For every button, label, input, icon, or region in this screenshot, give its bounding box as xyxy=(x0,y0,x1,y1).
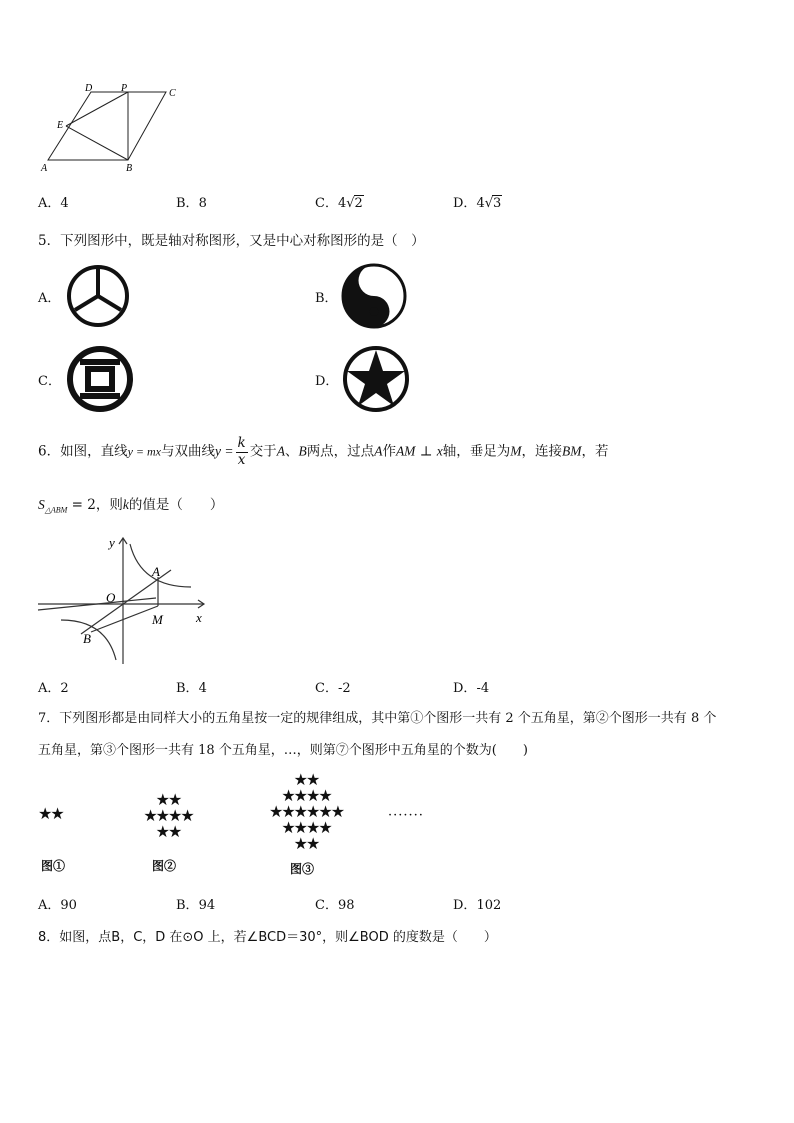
q7-figure-3-label: 图③ xyxy=(290,862,315,876)
q4-option-d-prefix: 4 xyxy=(476,196,485,211)
star-icon: ★ xyxy=(318,786,331,805)
q4-option-c[interactable]: C．4√2 xyxy=(315,196,363,211)
q4-label-D: D xyxy=(85,83,93,94)
q6-stem-A: A xyxy=(276,443,285,459)
q6-label-A: A xyxy=(152,564,160,579)
q5-label-c: C． xyxy=(38,374,61,389)
star-icon: ★ xyxy=(306,770,319,789)
star-icon: ★ xyxy=(180,806,193,825)
star-icon: ★ xyxy=(50,804,63,823)
star-icon: ★ xyxy=(281,818,294,837)
star-icon: ★ xyxy=(293,834,306,853)
q6-hyperbola-y: y = xyxy=(215,443,234,459)
q6-stem-mid2: 交于 xyxy=(249,443,277,460)
q5-label-d: D． xyxy=(315,374,339,389)
q6-stem-line2a: ，则 xyxy=(95,497,123,513)
q6-stem-sep: 、 xyxy=(284,443,299,460)
q7-option-b-text: 94 xyxy=(198,898,216,913)
q6-option-c[interactable] xyxy=(315,677,351,696)
q4-option-c-prefix: 4 xyxy=(337,196,347,211)
q6-option-b-letter: B． xyxy=(176,681,199,696)
q6-label-x: x xyxy=(196,610,202,625)
star-icon: ★ xyxy=(318,818,331,837)
star-icon: ★ xyxy=(281,786,294,805)
q7-figure-2 xyxy=(136,792,200,840)
q8-stem: 8．如图，点B，C，D 在⊙O 上，若∠BCD＝30°，则∠BOD 的度数是（ ） xyxy=(38,930,497,945)
star-icon: ★ xyxy=(293,786,306,805)
q6-option-d-letter: D． xyxy=(453,681,477,696)
q7-option-d-letter: D． xyxy=(453,898,477,913)
q6-hyperbola-fraction xyxy=(236,437,248,467)
q6-area-subscript: △ABM xyxy=(44,505,68,515)
q6-stem-prefix: 6．如图，直线 xyxy=(38,443,128,460)
star-icon: ★ xyxy=(168,806,181,825)
q6-stem-line2 xyxy=(38,493,223,515)
q6-label-y: y xyxy=(109,535,115,550)
star-icon: ★ xyxy=(38,804,51,823)
q6-option-c-letter: C． xyxy=(315,681,338,696)
star-icon: ★ xyxy=(293,770,306,789)
q7-option-c-letter: C． xyxy=(315,898,338,913)
star-icon: ★ xyxy=(168,822,181,841)
q6-label-M: M xyxy=(152,612,163,627)
star-icon: ★ xyxy=(155,806,168,825)
q4-label-B: B xyxy=(126,163,133,174)
star-icon: ★ xyxy=(306,802,319,821)
q7-stem-line2: 五角星，第③个图形一共有 18 个五角星，…，则第⑦个图形中五角星的个数为( ) xyxy=(38,743,528,758)
q6-label-O: O xyxy=(106,590,116,605)
q7-option-d[interactable] xyxy=(453,894,501,913)
star-icon: ★ xyxy=(318,802,331,821)
q6-stem-x: x xyxy=(436,443,443,459)
q6-graph-figure xyxy=(36,532,216,667)
q4-label-E: E xyxy=(57,120,64,131)
q4-option-a-letter: A． xyxy=(38,196,61,211)
q7-figure-2-label: 图② xyxy=(152,859,177,873)
q5-stem: 5．下列图形中，既是轴对称图形，又是中心对称图形的是（ ） xyxy=(38,233,425,249)
q6-stem-line2b: 的值是（ ） xyxy=(128,497,224,513)
q4-option-b-text: 8 xyxy=(198,196,207,211)
q6-option-b-text: 4 xyxy=(198,681,207,696)
q4-option-d[interactable]: D．4√3 xyxy=(453,196,502,211)
star-icon: ★ xyxy=(155,790,168,809)
q7-figure-1 xyxy=(38,806,63,822)
q6-label-B: B xyxy=(83,631,91,646)
q4-option-b-letter: B． xyxy=(176,196,199,211)
q4-parallelogram-figure xyxy=(36,80,186,175)
q4-label-P: P xyxy=(121,83,128,94)
q6-option-a[interactable] xyxy=(38,677,69,696)
star-icon: ★ xyxy=(281,802,294,821)
q7-figure-3 xyxy=(258,772,354,852)
q7-figure-2-row3 xyxy=(136,824,200,840)
q6-stem-AM: AM xyxy=(395,443,416,459)
q6-option-a-text: 2 xyxy=(60,681,69,696)
q4-label-C: C xyxy=(169,88,176,99)
q5-label-a: A． xyxy=(38,291,61,306)
q7-option-c[interactable] xyxy=(315,894,355,913)
q6-stem-mid5: 轴，垂足为 xyxy=(442,443,511,460)
q6-stem-mid6: ，连接 xyxy=(521,443,562,460)
star-icon: ★ xyxy=(155,822,168,841)
q7-figure-1-label: 图① xyxy=(41,859,66,873)
q4-option-d-radicand: 3 xyxy=(493,196,502,211)
q6-area-S: S xyxy=(38,497,45,512)
q6-option-d-text: -4 xyxy=(476,681,490,696)
q7-option-b[interactable] xyxy=(176,894,215,913)
q6-stem-k: k xyxy=(122,497,129,512)
q6-stem-A2: A xyxy=(374,443,383,459)
star-icon: ★ xyxy=(143,806,156,825)
q6-option-a-letter: A． xyxy=(38,681,61,696)
q4-option-c-radicand: 2 xyxy=(354,196,363,211)
q6-stem-mid7: ，若 xyxy=(581,443,609,460)
q6-hyperbola-denominator: x xyxy=(237,451,246,468)
q7-stem-line1: 7．下列图形都是由同样大小的五角星按一定的规律组成，其中第①个图形一共有 2 个五角星，第②个图形一共有 8 个 xyxy=(38,711,717,726)
q6-line-equation: y = mx xyxy=(127,444,162,459)
q7-option-d-text: 102 xyxy=(476,898,502,913)
q4-option-d-letter: D． xyxy=(453,196,477,211)
star-icon: ★ xyxy=(330,802,344,821)
q6-option-d[interactable] xyxy=(453,677,489,696)
star-icon: ★ xyxy=(306,834,319,853)
q7-option-a[interactable] xyxy=(38,894,77,913)
ancient-coin-icon[interactable] xyxy=(66,345,134,413)
q7-option-a-letter: A． xyxy=(38,898,61,913)
q7-figure-3-row5 xyxy=(258,836,354,852)
q4-label-A: A xyxy=(41,163,48,174)
q5-label-b: B． xyxy=(315,291,338,306)
q6-stem-mid3: 两点，过点 xyxy=(306,443,375,460)
q7-ellipsis: ······· xyxy=(388,808,424,823)
q6-option-b[interactable] xyxy=(176,677,207,696)
q6-stem-B: B xyxy=(298,443,307,459)
star-icon: ★ xyxy=(268,802,282,821)
q4-option-a-text: 4 xyxy=(60,196,69,211)
yin-yang-icon[interactable] xyxy=(340,262,408,330)
q6-stem-mid1: 与双曲线 xyxy=(161,443,216,460)
mercedes-circle-icon[interactable] xyxy=(65,263,131,329)
q6-stem-BM: BM xyxy=(561,443,582,459)
star-in-circle-icon[interactable] xyxy=(341,344,411,414)
q6-stem-line1 xyxy=(38,437,608,467)
star-icon: ★ xyxy=(306,786,319,805)
q6-stem-perp: ⊥ xyxy=(415,443,437,460)
q7-option-b-letter: B． xyxy=(176,898,199,913)
star-icon: ★ xyxy=(306,818,319,837)
q4-option-a[interactable] xyxy=(38,192,69,211)
q6-area-eq: = 2 xyxy=(67,497,96,513)
q6-option-c-text: -2 xyxy=(337,681,351,696)
q6-stem-M: M xyxy=(510,443,522,459)
star-icon: ★ xyxy=(293,802,306,821)
q6-stem-mid4: 作 xyxy=(382,443,396,460)
q4-option-c-letter: C． xyxy=(315,196,338,211)
star-icon: ★ xyxy=(293,818,306,837)
q7-option-c-text: 98 xyxy=(337,898,355,913)
star-icon: ★ xyxy=(168,790,181,809)
q6-hyperbola-numerator: k xyxy=(237,435,246,451)
q7-option-a-text: 90 xyxy=(60,898,77,913)
q4-option-b[interactable] xyxy=(176,192,207,211)
